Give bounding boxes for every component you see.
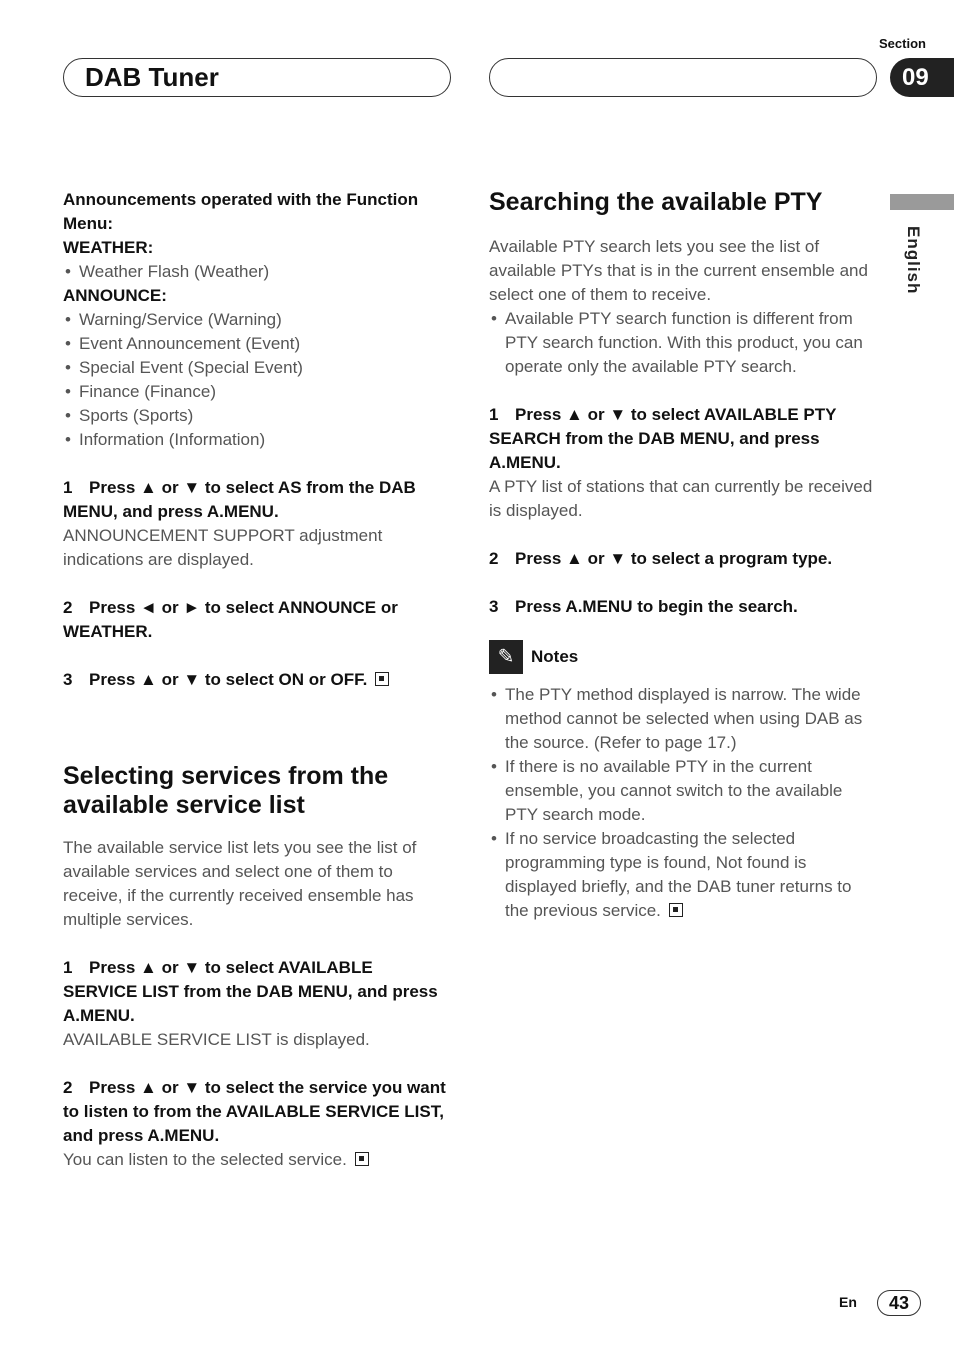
page-number: 43 <box>877 1290 921 1316</box>
step-text: Press ▲ or ▼ to select ON or OFF. <box>89 670 368 689</box>
step-text: Press ▲ or ▼ to select AVAILABLE SERVICE LIST from the DAB MENU, and press A.MENU. <box>63 958 438 1025</box>
footer-language: En <box>839 1294 857 1310</box>
list-item: • Sports (Sports) <box>63 404 451 428</box>
step-1-result: ANNOUNCEMENT SUPPORT adjustment indications are displayed. <box>63 526 383 569</box>
section-heading: Selecting services from the available service list <box>63 762 389 819</box>
step-number: 2 <box>63 1078 73 1097</box>
step-number: 3 <box>489 597 499 616</box>
header-empty-box <box>489 58 877 97</box>
step-number: 1 <box>489 405 499 424</box>
list-item: • If there is no available PTY in the current ensemble, you cannot switch to the available PTY search mode. <box>489 755 877 827</box>
list-item: • Finance (Finance) <box>63 380 451 404</box>
step-1-result: A PTY list of stations that can currently be received is displayed. <box>489 477 873 520</box>
list-item <box>489 827 877 923</box>
step-1-result: AVAILABLE SERVICE LIST is displayed. <box>63 1030 370 1049</box>
end-mark-icon <box>669 903 683 917</box>
announce-list <box>63 308 451 452</box>
step-text: Press ▲ or ▼ to select the service you want to listen to from the AVAILABLE SERVICE LIST, and press A.MENU. <box>63 1078 446 1145</box>
note-text: If no service broadcasting the selected programming type is found, Not found is displayed briefly, and the DAB tuner returns to the previous service. <box>505 829 852 920</box>
step-text: Press ▲ or ▼ to select a program type. <box>515 549 833 568</box>
section-intro: Available PTY search lets you see the list of available PTYs that is in the current ensemble and select one of them to receive. <box>489 237 868 304</box>
step-number: 1 <box>63 478 73 497</box>
step-1 <box>489 403 877 475</box>
step-text: Press ◄ or ► to select ANNOUNCE or WEATHER. <box>63 598 398 641</box>
end-mark-icon <box>355 1152 369 1166</box>
header-title-box <box>63 58 451 97</box>
list-item: • Available PTY search function is different from PTY search function. With this product, you can operate only the available PTY search. <box>489 307 877 379</box>
weather-label: WEATHER: <box>63 238 154 257</box>
step-2 <box>63 596 451 644</box>
language-tab-bar <box>890 194 954 210</box>
step-text: Press A.MENU to begin the search. <box>515 597 798 616</box>
list-item: • Warning/Service (Warning) <box>63 308 451 332</box>
step-3 <box>489 595 877 619</box>
list-item: • The PTY method displayed is narrow. The wide method cannot be selected when using DAB as the source. (Refer to page 17.) <box>489 683 877 755</box>
notes-title: Notes <box>531 647 579 666</box>
section-intro: The available service list lets you see the list of available services and select one of them to receive, if the currently received ensemble has multiple services. <box>63 838 417 929</box>
step-number: 1 <box>63 958 73 977</box>
step-3 <box>63 668 451 692</box>
step-1 <box>63 956 451 1028</box>
notes-header <box>489 639 877 675</box>
notes-list <box>489 683 877 923</box>
announce-label: ANNOUNCE: <box>63 286 167 305</box>
list-item: • Weather Flash (Weather) <box>63 260 451 284</box>
step-2-result-text: You can listen to the selected service. <box>63 1150 347 1169</box>
step-text: Press ▲ or ▼ to select AVAILABLE PTY SEARCH from the DAB MENU, and press A.MENU. <box>489 405 837 472</box>
step-2-result <box>63 1148 451 1172</box>
right-column <box>489 188 877 923</box>
step-number: 3 <box>63 670 73 689</box>
step-2 <box>489 547 877 571</box>
end-mark-icon <box>375 672 389 686</box>
step-text: Press ▲ or ▼ to select AS from the DAB MENU, and press A.MENU. <box>63 478 416 521</box>
section-label: Section <box>879 36 926 51</box>
step-number: 2 <box>489 549 499 568</box>
section-number-badge: 09 <box>890 58 954 97</box>
section-heading: Searching the available PTY <box>489 188 823 216</box>
pencil-icon: ✎ <box>489 640 523 674</box>
step-2 <box>63 1076 451 1148</box>
list-item: • Event Announcement (Event) <box>63 332 451 356</box>
list-item: • Information (Information) <box>63 428 451 452</box>
intro-bullets <box>489 307 877 379</box>
page-title: DAB Tuner <box>85 62 219 92</box>
language-label: English <box>904 226 923 295</box>
step-1 <box>63 476 451 524</box>
announcements-heading: Announcements operated with the Function Menu: <box>63 190 419 233</box>
left-column <box>63 188 451 1172</box>
weather-list <box>63 260 451 284</box>
step-number: 2 <box>63 598 73 617</box>
list-item: • Special Event (Special Event) <box>63 356 451 380</box>
